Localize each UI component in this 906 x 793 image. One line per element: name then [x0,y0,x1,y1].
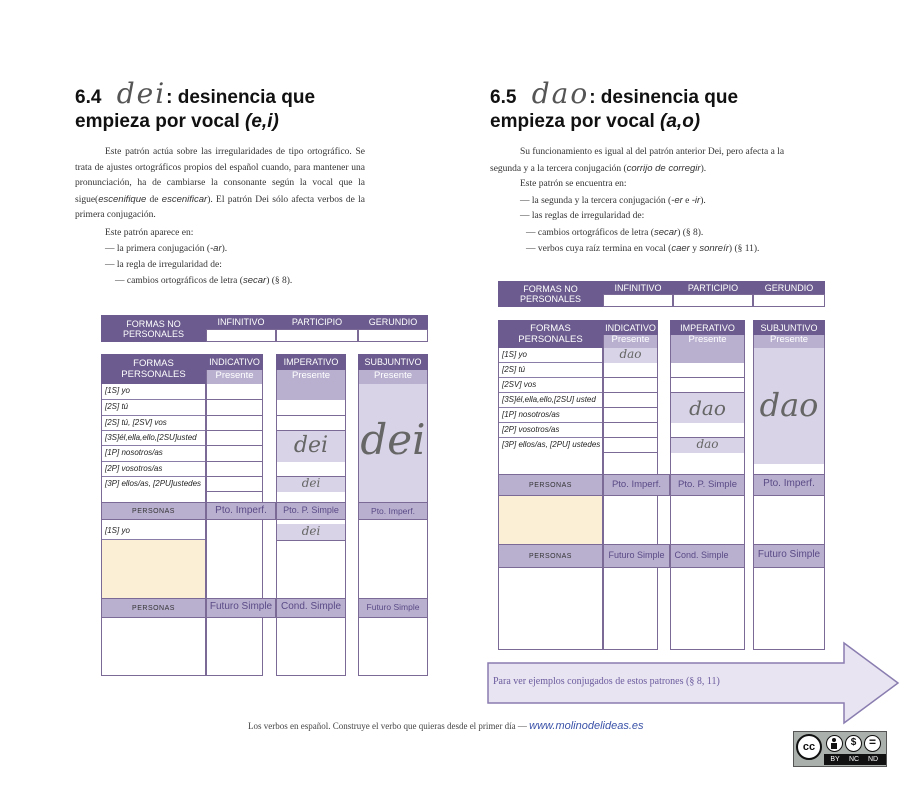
footer [248,720,644,732]
imperativo-presente-label: Presente [291,370,331,381]
title-line-1: : desinencia que [166,87,316,108]
subj-pto-imperf-label: Pto. Imperf. [763,478,815,489]
infinitivo-cell [206,329,276,342]
header-formas-no-personales: FORMAS NO PERSONALES [101,315,206,342]
person-row-2sv: [2S] tú, [2SV] vos [102,416,205,431]
arrow-link-text[interactable]: Para ver ejemplos conjugados de estos patrones (§ 8, 11) [493,676,720,687]
ind-cell [207,400,262,416]
imp-cell [671,378,744,393]
ind-cell [604,423,657,438]
header-infinitivo: INFINITIVO [603,281,673,294]
paragraph-2: Este patrón aparece en: [105,227,194,238]
section-6-5-title [490,77,775,134]
subjuntivo-dei-mark: dei [360,415,426,464]
header-subjuntivo: SUBJUNTIVO [358,354,428,370]
person-row-1s-preterite: [1S] yo [102,524,205,540]
person-row-1s: [1S] yo [102,384,205,400]
pto-imperf-label: Pto. Imperf. [611,479,662,490]
participio-cell [276,329,358,342]
subjuntivo-presente-label: Presente [373,370,413,381]
person-row-2p: [2P] vosotros/as [499,423,602,438]
imperativo-dei-mark-small: dei [301,476,321,490]
person-row-1p: [1P] nosotros/as [102,446,205,462]
pto-p-simple-label: Pto. P. Simple [678,479,737,490]
list-item-4: — verbos cuya raíz termina en vocal (caer y sonreír) (§ 11). [526,243,760,254]
cc-icon: cc [796,734,822,760]
ind-cell [207,462,262,477]
imperativo-dao-mark: dao [689,396,726,420]
futuro-simple-label: Futuro Simple [608,550,665,560]
imperativo-dei-mark: dei [293,433,329,458]
cond-simple-label: Cond. Simple [674,550,729,560]
section-number: 6.4 [75,87,102,108]
personas-bar: PERSONAS [498,474,603,496]
indicativo-presente-label: Presente [215,370,254,381]
title-vowels: (e,i) [245,111,279,132]
imperativo-presente-label: Presente [688,334,727,345]
section-6-5-body [490,145,790,258]
ind-cell [207,431,262,446]
pto-p-simple-label: Pto. P. Simple [283,505,339,515]
imp-cell [277,416,345,431]
header-participio: PARTICIPIO [673,281,753,294]
section-6-4-body [75,145,365,290]
header-indicativo: INDICATIVO [603,320,658,335]
list-item-3: — cambios ortográficos de letra (secar) (§ 8). [526,226,704,238]
ind-cell [604,408,657,423]
ind-cell [207,446,262,462]
by-label: BY [830,756,840,763]
ind-cell [207,416,262,431]
ind-cell [604,393,657,408]
subj-futuro-simple-label: Futuro Simple [366,602,420,612]
preterite-dei-mark: dei [301,524,321,538]
list-item-2: — las reglas de irregularidad de: [520,211,645,221]
person-row-3p: [3P] ellos/as, [2PU]ustedes [105,479,202,488]
ind-cell [604,438,657,453]
paragraph-2: Este patrón se encuentra en: [520,179,627,189]
gerundio-cell [358,329,428,342]
header-formas-personales: FORMAS PERSONALES [498,320,603,348]
gerundio-cell [753,294,825,307]
infinitivo-cell [603,294,673,307]
by-person-icon [826,735,843,752]
footer-text: Los verbos en español. Construye el verbo que quieras desde el primer día — [248,721,530,731]
ind-cell [604,363,657,378]
title-line-2: empieza por vocal [490,111,661,132]
person-row-2s: [2S] tú [499,363,602,378]
title-line-2: empieza por vocal [75,111,246,132]
paragraph-1: Este patrón actúa sobre las irregularidades de tipo ortográfico. Se trata de ajustes ortográficos propios del español cuando, para mantener una pronunciación, ha de cambiarse la consonante según la vocal que la sigue(escenifique de escenificar). El patrón Dei sólo afecta verbos de la primera conjugación. [75,147,366,220]
title-line-1: : desinencia que [589,87,739,108]
cream-area [499,496,602,544]
imp-cell [277,462,345,477]
cream-area [102,540,205,598]
person-row-3p: [3P] ellos/as, [2PU] ustedes [502,440,601,449]
section-6-4-title [75,77,355,134]
person-row-2sv: [2SV] vos [499,378,602,393]
personas-bar: PERSONAS [101,502,206,520]
nc-label: NC [848,756,860,763]
person-row-3s: [3S]él,ella,ello,[2SU] usted [499,393,602,408]
subjuntivo-presente-label: Presente [769,334,809,345]
list-item-1: — la segunda y la tercera conjugación (-er e -ir). [520,194,706,206]
indicativo-presente-label: Presente [611,334,650,345]
list-item-2: — la regla de irregularidad de: [105,259,222,270]
header-gerundio: GERUNDIO [753,281,825,294]
header-subjuntivo: SUBJUNTIVO [753,320,825,335]
examples-arrow-link[interactable] [486,641,902,725]
person-row-2s: [2S] tú [102,400,205,416]
person-row-1p: [1P] nosotros/as [499,408,602,423]
list-item-1: — la primera conjugación (-ar). [105,243,228,254]
header-infinitivo: INFINITIVO [206,315,276,329]
header-imperativo: IMPERATIVO [276,354,346,370]
pattern-script: dao [531,77,590,110]
imp-cell [671,423,744,438]
subjuntivo-dao-mark: dao [759,386,819,424]
ind-cell [604,378,657,393]
indicativo-dao-mark: dao [619,347,642,361]
paragraph-1: Su funcionamiento es igual al del patrón anterior Dei, pero afecta a la segunda y a la tercera conjugación (corrijo de corregir). [490,147,785,174]
personas-bar: PERSONAS [101,598,206,618]
cc-license-badge[interactable] [793,731,887,767]
header-participio: PARTICIPIO [276,315,358,329]
header-indicativo: INDICATIVO [206,354,263,370]
person-row-2p: [2P] vosotros/as [102,462,205,477]
subj-futuro-simple-label: Futuro Simple [757,549,821,560]
footer-link[interactable]: www.molinodelideas.es [529,720,644,732]
title-vowels: (a,o) [660,111,701,132]
header-gerundio: GERUNDIO [358,315,428,329]
ind-cell [207,384,262,400]
person-row-1s: [1S] yo [499,348,602,363]
header-formas-personales: FORMAS PERSONALES [101,354,206,384]
personas-bar: PERSONAS [498,544,603,568]
nc-dollar-icon: $ [845,735,862,752]
header-formas-no-personales: FORMAS NO PERSONALES [498,281,603,307]
futuro-simple-label: Futuro Simple [209,601,273,612]
nd-equals-icon: = [864,735,881,752]
pto-imperf-label: Pto. Imperf. [215,505,267,516]
imp-cell [277,400,345,416]
imp-cell [671,363,744,378]
pattern-script: dei [116,77,167,110]
header-imperativo: IMPERATIVO [670,320,745,335]
subj-pto-imperf-label: Pto. Imperf. [371,506,415,516]
participio-cell [673,294,753,307]
nd-label: ND [867,756,879,763]
imperativo-dao-mark-small: dao [696,437,719,451]
cond-simple-label: Cond. Simple [280,601,342,612]
person-row-3s: [3S]él,ella,ello,[2SU]usted [102,431,205,446]
section-number: 6.5 [490,87,517,108]
ind-cell [207,477,262,492]
list-item-3: — cambios ortográficos de letra (secar) (§ 8). [115,275,293,286]
